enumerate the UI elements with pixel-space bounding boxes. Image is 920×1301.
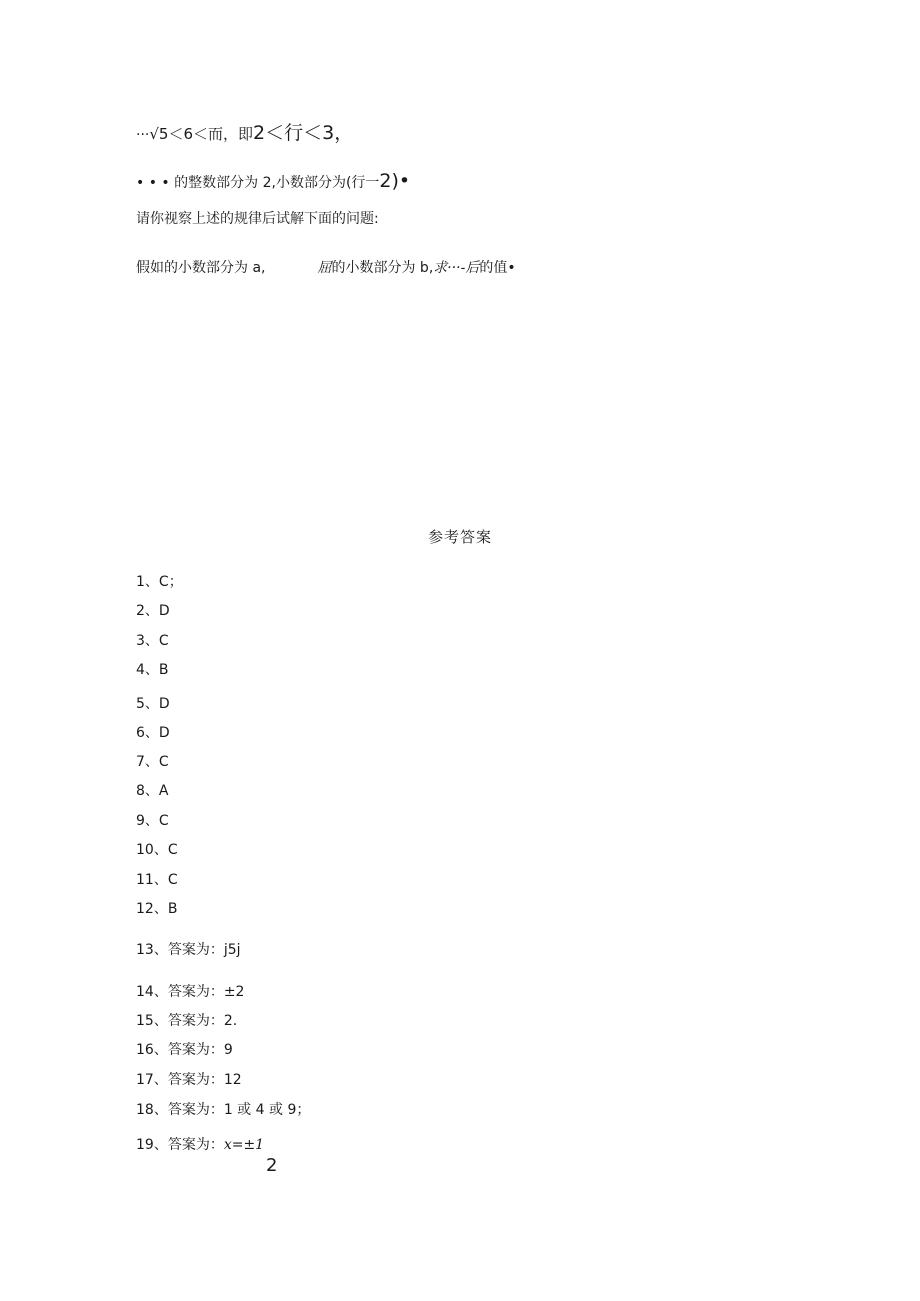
answer-item xyxy=(136,695,170,713)
answer-item xyxy=(136,1136,264,1154)
answer-item xyxy=(136,661,169,679)
answer-number: 18、 xyxy=(136,1102,168,1118)
answer-number: 6、 xyxy=(136,725,159,741)
answer-item xyxy=(136,1101,310,1119)
question-part-b: 的小数部分为 b, xyxy=(331,260,434,276)
answer-item xyxy=(136,941,241,959)
answer-item xyxy=(136,724,170,742)
answer-value: D xyxy=(158,725,170,741)
answer-math-value: x=±1 xyxy=(223,1137,265,1153)
answer-item xyxy=(136,983,244,1001)
answer-number: 14、 xyxy=(136,984,168,1000)
answer-value: 答案为：j5j xyxy=(167,942,241,958)
question-part-a: 假如的小数部分为 a, xyxy=(136,260,266,276)
answer-value: D xyxy=(158,603,170,619)
answer-number: 8、 xyxy=(136,783,159,799)
answer-number: 4、 xyxy=(136,662,159,678)
question-part-b-symbol: 屈 xyxy=(317,260,332,276)
answer-number: 7、 xyxy=(136,754,159,770)
answers-title: 参考答案 xyxy=(427,528,492,546)
answer-item xyxy=(136,812,169,830)
answer-number: 15、 xyxy=(136,1013,168,1029)
answer-number: 16、 xyxy=(136,1042,168,1058)
answer-item xyxy=(136,573,183,591)
question-ask: 求···-后 xyxy=(433,260,480,276)
answer-value: 答案为：2. xyxy=(167,1013,238,1029)
answer-value: B xyxy=(158,662,169,678)
answer-item xyxy=(136,1041,233,1059)
answer-value: 答案为：9 xyxy=(167,1042,233,1058)
sqrt-expression: √5＜6＜而，即 xyxy=(149,125,254,143)
question-line xyxy=(136,259,516,277)
answer-item xyxy=(136,753,169,771)
instruction-line: 请你视察上述的规律后试解下面的问题: xyxy=(136,211,379,227)
answer-item xyxy=(136,782,169,800)
answer-value: C xyxy=(167,872,178,888)
answer-value: B xyxy=(167,901,178,917)
answer-number: 17、 xyxy=(136,1072,168,1088)
answer-item xyxy=(136,602,170,620)
answer-value: C xyxy=(158,813,169,829)
answer-item xyxy=(136,632,169,650)
answer-value: 答案为： xyxy=(167,1137,224,1153)
answer-item xyxy=(136,1012,237,1030)
ellipsis-lead: ··· xyxy=(136,127,150,143)
answer-value: C xyxy=(158,633,169,649)
answer-value: D xyxy=(158,696,170,712)
answer-number: 13、 xyxy=(136,942,168,958)
answer-number: 12、 xyxy=(136,901,168,917)
answer-number: 19、 xyxy=(136,1137,168,1153)
answer-value: C； xyxy=(158,574,183,590)
answer-item xyxy=(136,900,177,918)
answer-value: C xyxy=(167,842,178,858)
therefore-dots: • • • xyxy=(136,175,170,191)
answer-number: 10、 xyxy=(136,842,168,858)
answer-number: 5、 xyxy=(136,696,159,712)
answer-value: A xyxy=(158,783,169,799)
answer-value: C xyxy=(158,754,169,770)
answer-value: 答案为：1 或 4 或 9； xyxy=(167,1102,311,1118)
answer-number: 9、 xyxy=(136,813,159,829)
decimal-part-tail: 2)• xyxy=(379,170,411,192)
answer-number: 3、 xyxy=(136,633,159,649)
answer-value: 答案为：±2 xyxy=(167,984,245,1000)
question-value: 的值• xyxy=(479,260,516,276)
answer-number: 11、 xyxy=(136,872,168,888)
integer-decimal-part-text: 的整数部分为 2,小数部分为(行一 xyxy=(174,175,380,191)
answer-number: 2、 xyxy=(136,603,159,619)
answer-item xyxy=(136,871,178,889)
inequality-expression: 2＜行＜3， xyxy=(253,122,354,144)
answer-number: 1、 xyxy=(136,574,159,590)
intro-line-1 xyxy=(136,124,353,144)
intro-line-2 xyxy=(136,172,410,192)
answer-item xyxy=(136,841,178,859)
page-number: 2 xyxy=(266,1155,278,1176)
answer-value: 答案为：12 xyxy=(167,1072,242,1088)
answer-item xyxy=(136,1071,242,1089)
